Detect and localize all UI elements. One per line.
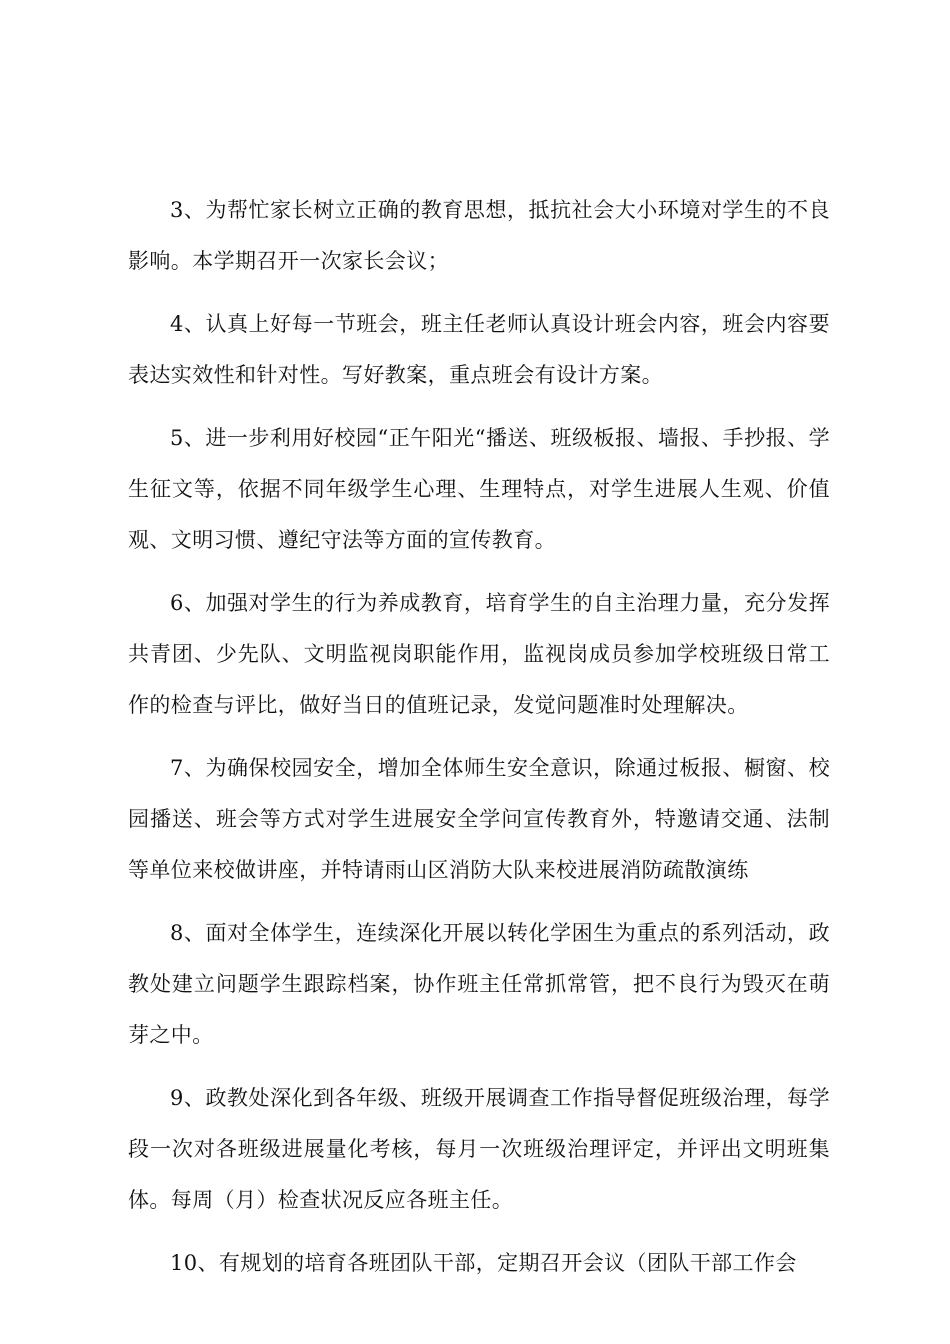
paragraph-6: 6、加强对学生的行为养成教育，培育学生的自主治理力量，充分发挥共青团、少先队、文明监视岗职能作用，监视岗成员参加学校班级日常工作的检查与评比，做好当日的值班记录，发觉问题准时处理解决。 — [128, 591, 830, 717]
paragraph-8: 8、面对全体学生，连续深化开展以转化学困生为重点的系列活动，政教处建立问题学生跟踪档案，协作班主任常抓常管，把不良行为毁灭在萌芽之中。 — [128, 921, 830, 1047]
paragraph-7: 7、为确保校园安全，增加全体师生安全意识，除通过板报、橱窗、校园播送、班会等方式对学生进展安全学问宣传教育外，特邀请交通、法制等单位来校做讲座，并特请雨山区消防大队来校进展消防疏散演练 — [128, 756, 830, 882]
document-body — [128, 185, 830, 1301]
paragraph-9: 9、政教处深化到各年级、班级开展调查工作指导督促班级治理，每学段一次对各班级进展量化考核，每月一次班级治理评定，并评出文明班集体。每周（月）检查状况反应各班主任。 — [128, 1086, 830, 1212]
paragraph-3: 3、为帮忙家长树立正确的教育思想，抵抗社会大小环境对学生的不良影响。本学期召开一次家长会议； — [128, 198, 830, 273]
paragraph-4: 4、认真上好每一节班会，班主任老师认真设计班会内容，班会内容要表达实效性和针对性。写好教案，重点班会有设计方案。 — [128, 312, 830, 387]
paragraph-5: 5、进一步利用好校园“正午阳光“播送、班级板报、墙报、手抄报、学生征文等，依据不同年级学生心理、生理特点，对学生进展人生观、价值观、文明习惯、遵纪守法等方面的宣传教育。 — [128, 426, 830, 552]
paragraph-10: 10、有规划的培育各班团队干部，定期召开会议（团队干部工作会 — [170, 1251, 797, 1275]
